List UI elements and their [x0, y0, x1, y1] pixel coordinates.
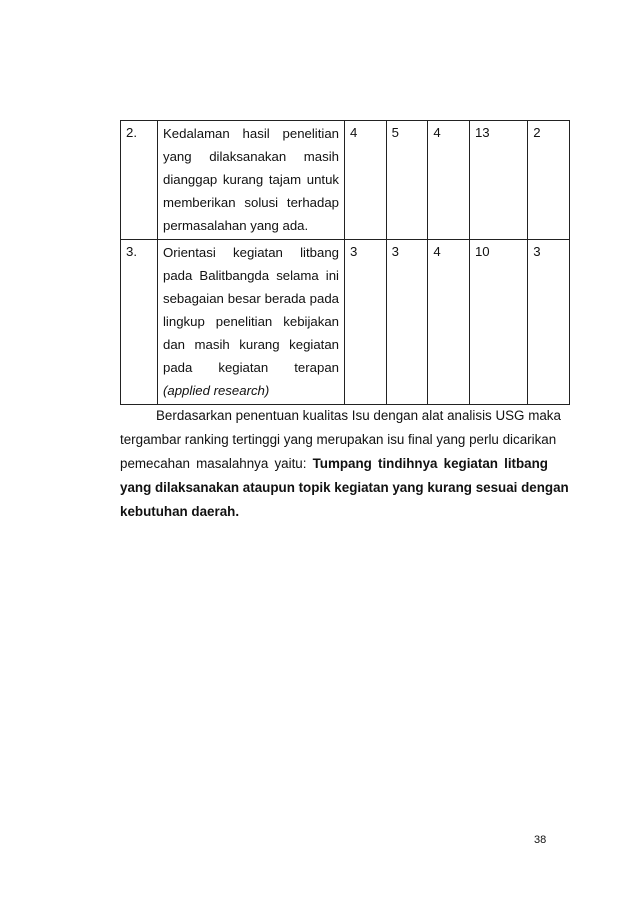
paragraph-line: tergambar ranking tertinggi yang merupakan isu final yang perlu dicarikan	[120, 432, 557, 447]
issue-line-italic: (applied research)	[163, 383, 270, 398]
issue-line: lingkup penelitian kebijakan	[163, 314, 339, 329]
row-number: 3.	[121, 240, 158, 405]
usg-analysis-table	[120, 120, 570, 405]
table-row	[121, 240, 570, 405]
issue-line: dianggap kurang tajam untuk	[163, 172, 339, 187]
issue-line: Kedalaman hasil penelitian	[163, 126, 339, 141]
table-body	[121, 121, 570, 405]
score-cell: 5	[386, 121, 428, 240]
highlighted-conclusion: Tumpang tindihnya kegiatan litbang	[312, 456, 548, 471]
table-row	[121, 121, 570, 240]
paragraph-line: Berdasarkan penentuan kualitas Isu dengan alat analisis USG maka	[156, 408, 561, 423]
issue-line: pada kegiatan terapan	[163, 360, 339, 375]
row-number: 2.	[121, 121, 158, 240]
page-number: 38	[534, 834, 547, 846]
paragraph-text: pemecahan masalahnya yaitu:	[120, 456, 313, 471]
highlighted-conclusion: yang dilaksanakan ataupun topik kegiatan yang kurang sesuai dengan	[120, 480, 569, 495]
issue-line: dan masih kurang kegiatan	[163, 337, 339, 352]
score-cell: 3	[528, 240, 570, 405]
issue-line: Orientasi kegiatan litbang	[163, 245, 339, 260]
issue-description	[158, 121, 345, 240]
issue-line: pada Balitbangda selama ini	[163, 268, 339, 283]
issue-line: permasalahan yang ada.	[163, 218, 309, 233]
score-cell: 3	[345, 240, 387, 405]
issue-line: sebagaian besar berada pada	[163, 291, 339, 306]
score-cell: 4	[428, 240, 470, 405]
score-cell: 13	[469, 121, 527, 240]
highlighted-conclusion: kebutuhan daerah.	[120, 504, 240, 519]
score-cell: 2	[528, 121, 570, 240]
score-cell: 4	[428, 121, 470, 240]
issue-description	[158, 240, 345, 405]
paragraph-line	[120, 452, 548, 476]
conclusion-paragraph	[120, 404, 569, 524]
score-cell: 3	[386, 240, 428, 405]
score-cell: 4	[345, 121, 387, 240]
issue-line: memberikan solusi terhadap	[163, 195, 339, 210]
score-cell: 10	[469, 240, 527, 405]
issue-line: yang dilaksanakan masih	[163, 149, 339, 164]
